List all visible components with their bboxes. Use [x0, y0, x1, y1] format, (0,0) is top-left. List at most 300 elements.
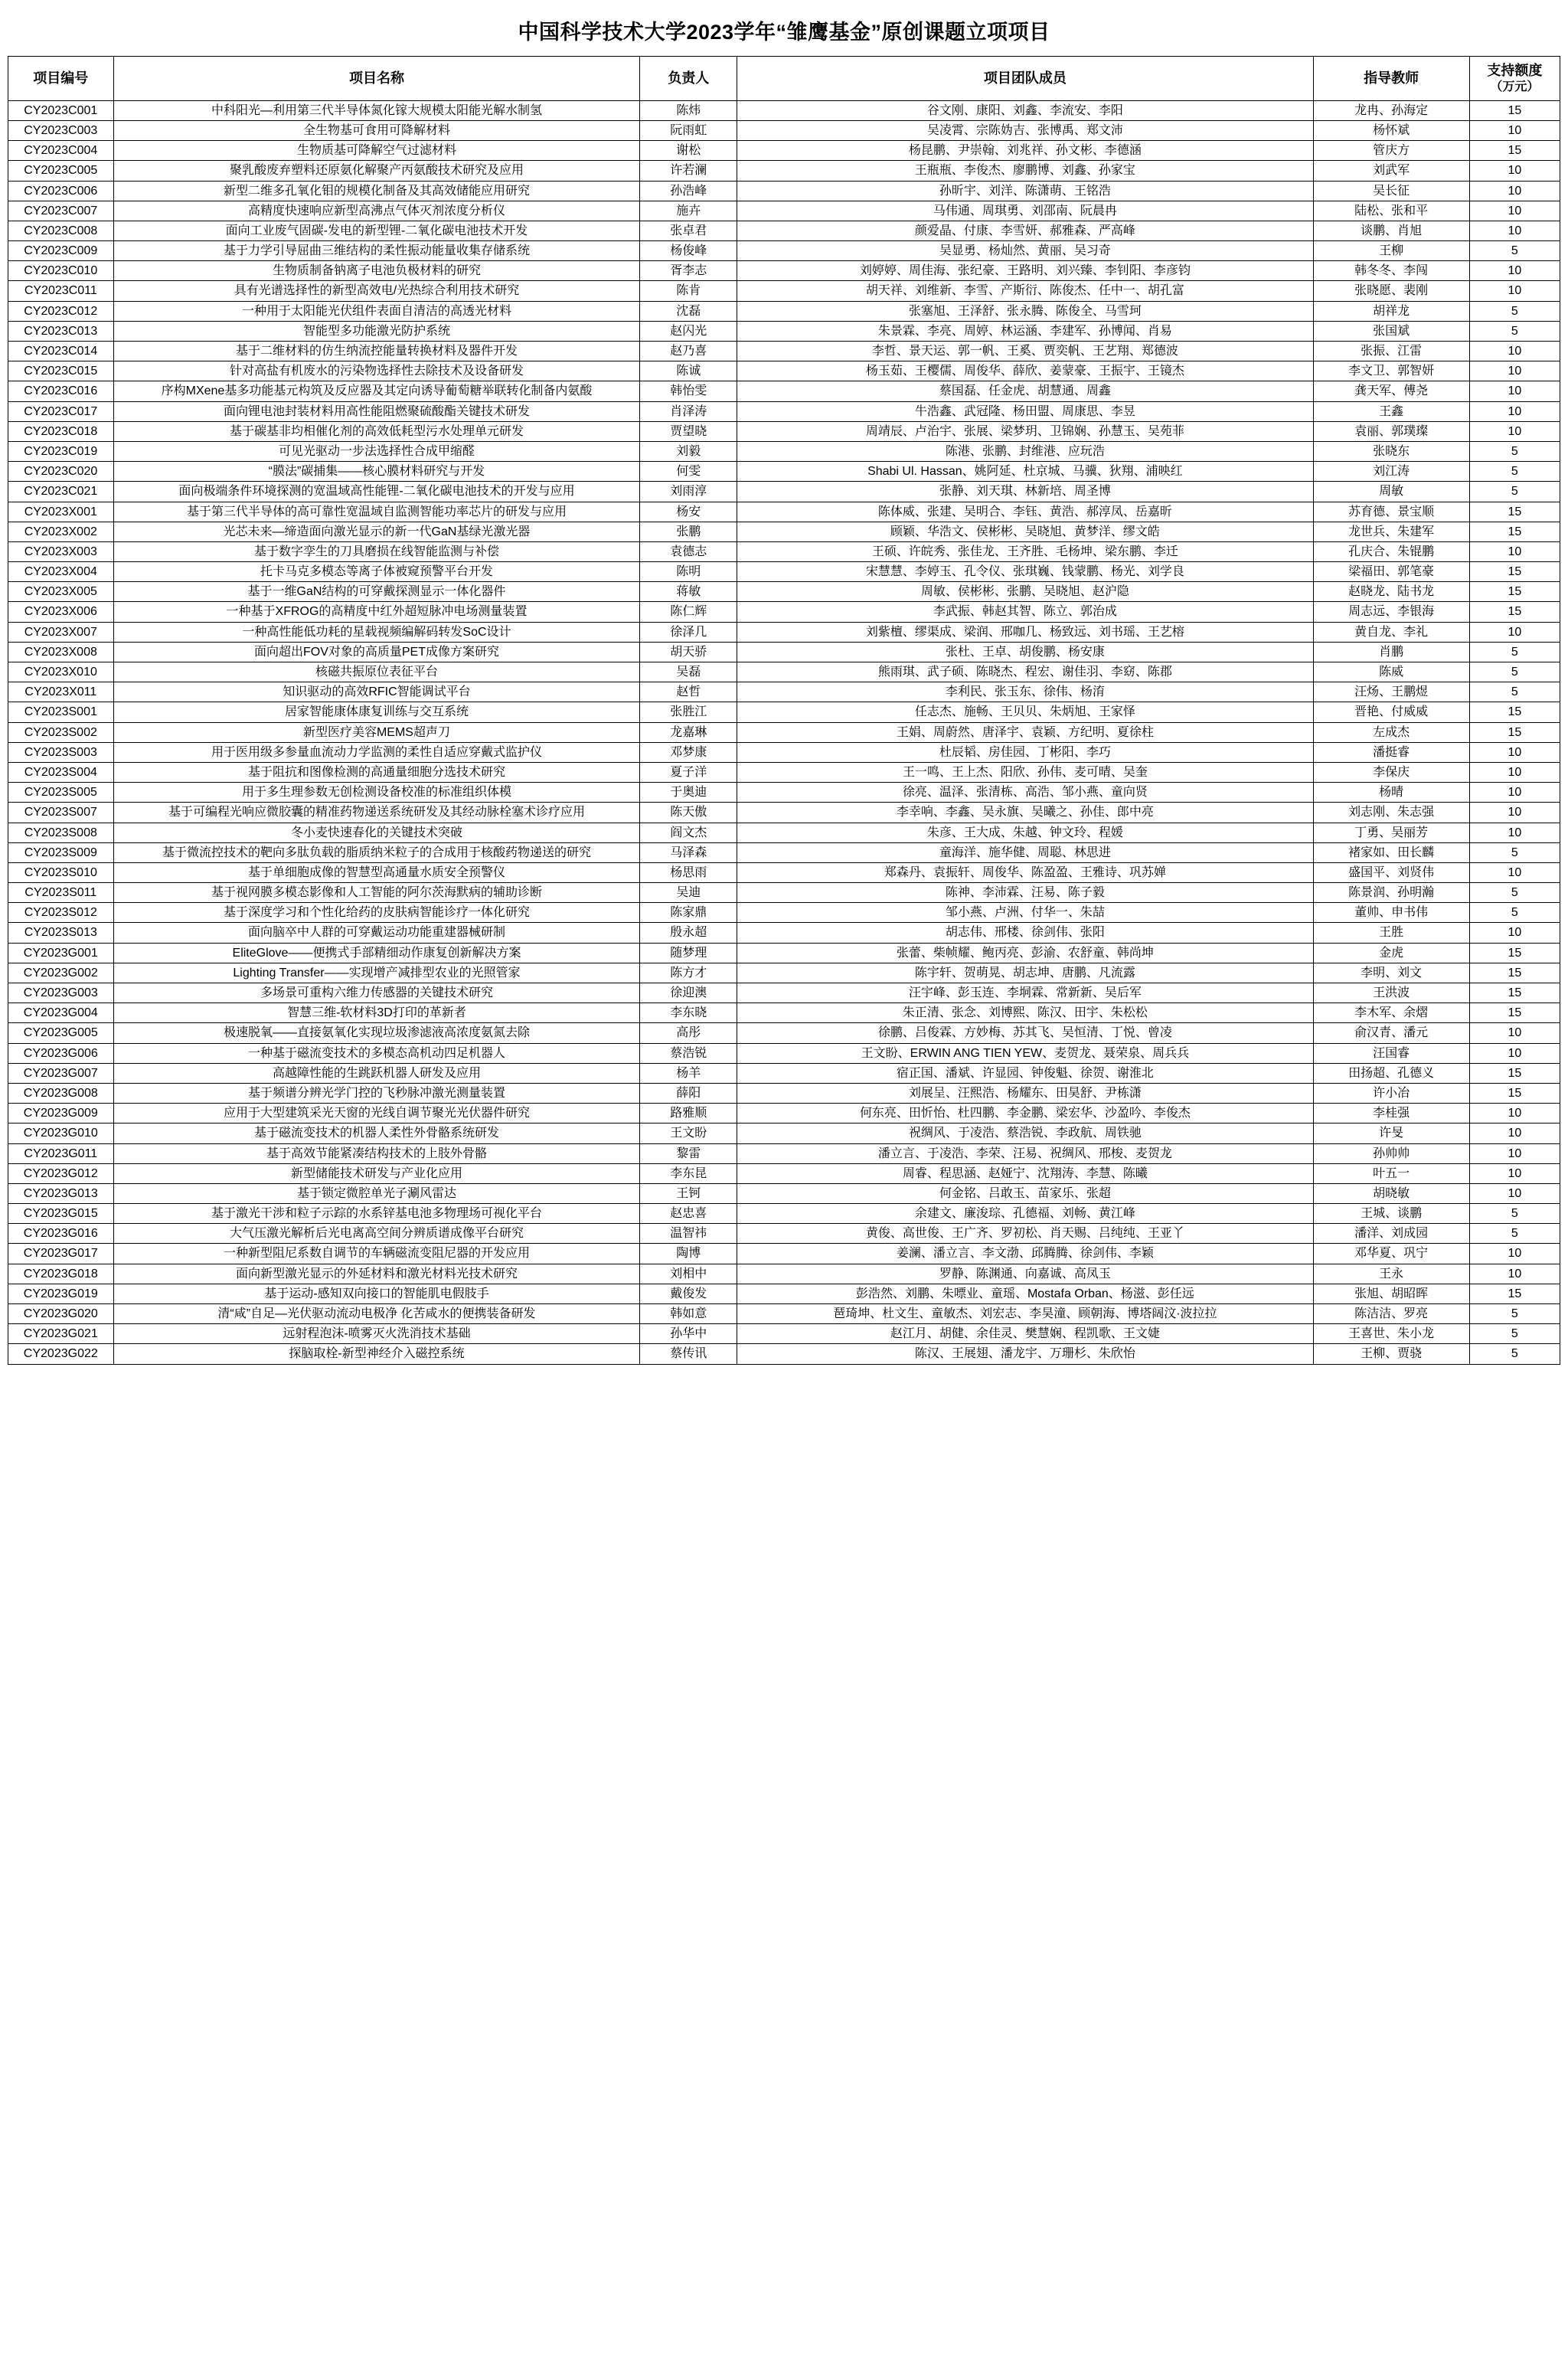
cell-project-name: 针对高盐有机废水的污染物选择性去除技术及设备研发: [113, 361, 640, 381]
table-row: [8, 1083, 1560, 1103]
cell-project-name: 基于高效节能紧凑结构技术的上肢外骨骼: [113, 1143, 640, 1163]
column-header-leader: 负责人: [640, 57, 737, 101]
table-row: [8, 522, 1560, 541]
cell-project-code: CY2023G017: [8, 1244, 114, 1264]
cell-project-name: 智能型多功能激光防护系统: [113, 321, 640, 341]
cell-project-name: 高精度快速响应新型高沸点气体灭剂浓度分析仪: [113, 201, 640, 221]
cell-project-code: CY2023C015: [8, 361, 114, 381]
cell-supervising-teacher: 田扬超、孔德义: [1313, 1063, 1469, 1083]
cell-supervising-teacher: 黄自龙、李礼: [1313, 622, 1469, 642]
column-header-teacher: 指导教师: [1313, 57, 1469, 101]
cell-project-code: CY2023G019: [8, 1284, 114, 1303]
cell-supervising-teacher: 袁丽、郭璞璨: [1313, 421, 1469, 441]
cell-funding-amount: 15: [1469, 522, 1560, 541]
cell-project-name: “膜法”碳捕集——核心膜材料研究与开发: [113, 462, 640, 482]
page-title: 中国科学技术大学2023学年“雏鹰基金”原创课题立项项目: [518, 21, 1050, 44]
cell-project-leader: 黎雷: [640, 1143, 737, 1163]
cell-project-name: 基于视网膜多模态影像和人工智能的阿尔茨海默病的辅助诊断: [113, 883, 640, 903]
cell-funding-amount: 5: [1469, 301, 1560, 321]
table-row: [8, 321, 1560, 341]
cell-project-name: 基于激光干涉和粒子示踪的水系锌基电池多物理场可视化平台: [113, 1204, 640, 1224]
cell-project-members: 张蕾、柴帧耀、鲍丙亮、彭渝、农舒童、韩尚坤: [737, 943, 1313, 963]
cell-funding-amount: 15: [1469, 963, 1560, 983]
cell-project-members: 陈体威、张建、吴明合、李钰、黄浩、郝淳凤、岳嘉昕: [737, 502, 1313, 522]
cell-supervising-teacher: 刘江涛: [1313, 462, 1469, 482]
cell-funding-amount: 5: [1469, 662, 1560, 682]
cell-supervising-teacher: 晋艳、付威威: [1313, 702, 1469, 722]
cell-project-members: 杜辰韬、房佳园、丁彬阳、李巧: [737, 742, 1313, 762]
cell-supervising-teacher: 刘志刚、朱志强: [1313, 803, 1469, 823]
cell-project-leader: 吴磊: [640, 662, 737, 682]
cell-project-code: CY2023X002: [8, 522, 114, 541]
cell-funding-amount: 10: [1469, 742, 1560, 762]
cell-project-name: 冬小麦快速春化的关键技术突破: [113, 823, 640, 842]
cell-project-leader: 刘毅: [640, 441, 737, 461]
cell-project-code: CY2023C012: [8, 301, 114, 321]
cell-funding-amount: 5: [1469, 1324, 1560, 1344]
cell-project-name: 基于深度学习和个性化给药的皮肤病智能诊疗一体化研究: [113, 903, 640, 923]
cell-supervising-teacher: 胡祥龙: [1313, 301, 1469, 321]
cell-project-name: 居家智能康体康复训练与交互系统: [113, 702, 640, 722]
cell-supervising-teacher: 陈洁洁、罗亮: [1313, 1304, 1469, 1324]
table-row: [8, 241, 1560, 261]
cell-project-leader: 陈明: [640, 562, 737, 582]
cell-supervising-teacher: 丁勇、吴丽芳: [1313, 823, 1469, 842]
cell-funding-amount: 10: [1469, 361, 1560, 381]
cell-supervising-teacher: 许旻: [1313, 1124, 1469, 1143]
cell-funding-amount: 10: [1469, 261, 1560, 281]
cell-project-members: 徐亮、温泽、张清栋、高浩、邹小燕、童向贤: [737, 783, 1313, 803]
table-row: [8, 682, 1560, 702]
cell-project-members: 徐鹏、吕俊霖、方妙梅、苏其飞、吴恒清、丁悦、曾凌: [737, 1023, 1313, 1043]
table-row: [8, 1104, 1560, 1124]
cell-project-leader: 孙华中: [640, 1324, 737, 1344]
cell-supervising-teacher: 李文卫、郭智妍: [1313, 361, 1469, 381]
cell-project-name: 基于微流控技术的靶向多肽负载的脂质纳米粒子的合成用于核酸药物递送的研究: [113, 842, 640, 862]
cell-project-name: 一种基于XFROG的高精度中红外超短脉冲电场测量装置: [113, 602, 640, 622]
table-row: [8, 482, 1560, 502]
table-row: [8, 1124, 1560, 1143]
cell-project-leader: 路雅顺: [640, 1104, 737, 1124]
table-row: [8, 1163, 1560, 1183]
table-row: [8, 1304, 1560, 1324]
cell-supervising-teacher: 张晓东: [1313, 441, 1469, 461]
cell-project-name: 基于可编程光响应微胶囊的精准药物递送系统研发及其经动脉栓塞术诊疗应用: [113, 803, 640, 823]
cell-project-name: 基于锁定微腔单光子涮风雷达: [113, 1183, 640, 1203]
cell-supervising-teacher: 汪炀、王鹏煜: [1313, 682, 1469, 702]
cell-project-leader: 沈磊: [640, 301, 737, 321]
cell-project-code: CY2023G007: [8, 1063, 114, 1083]
cell-project-leader: 赵闪光: [640, 321, 737, 341]
cell-project-leader: 袁德志: [640, 541, 737, 561]
cell-project-name: 基于运动-感知双向接口的智能肌电假肢手: [113, 1284, 640, 1303]
cell-supervising-teacher: 李明、刘文: [1313, 963, 1469, 983]
cell-project-leader: 徐泽几: [640, 622, 737, 642]
cell-project-members: 吴凌霄、宗陈妫吉、张博禹、郑文沛: [737, 120, 1313, 140]
cell-project-code: CY2023G015: [8, 1204, 114, 1224]
table-row: [8, 883, 1560, 903]
cell-supervising-teacher: 周敏: [1313, 482, 1469, 502]
cell-supervising-teacher: 王柳、贾骁: [1313, 1344, 1469, 1364]
cell-project-code: CY2023S010: [8, 862, 114, 882]
cell-project-name: 面向极端条件环境探测的宽温域高性能锂-二氧化碳电池技术的开发与应用: [113, 482, 640, 502]
cell-funding-amount: 10: [1469, 1183, 1560, 1203]
table-row: [8, 441, 1560, 461]
cell-supervising-teacher: 陈景润、孙明瀚: [1313, 883, 1469, 903]
cell-funding-amount: 10: [1469, 762, 1560, 782]
cell-project-leader: 蔡传讯: [640, 1344, 737, 1364]
cell-project-name: 探脑取栓-新型神经介入磁控系统: [113, 1344, 640, 1364]
table-row: [8, 943, 1560, 963]
cell-project-leader: 王钶: [640, 1183, 737, 1203]
table-row: [8, 541, 1560, 561]
table-row: [8, 401, 1560, 421]
cell-funding-amount: 10: [1469, 803, 1560, 823]
cell-project-name: 基于一维GaN结构的可穿戴探测显示一体化器件: [113, 582, 640, 602]
cell-project-code: CY2023X010: [8, 662, 114, 682]
cell-funding-amount: 15: [1469, 702, 1560, 722]
cell-supervising-teacher: 王城、谈鹏: [1313, 1204, 1469, 1224]
cell-project-members: 罗静、陈渊通、向嘉诚、高凤玉: [737, 1264, 1313, 1284]
cell-funding-amount: 10: [1469, 161, 1560, 181]
cell-project-code: CY2023C019: [8, 441, 114, 461]
table-row: [8, 842, 1560, 862]
cell-funding-amount: 5: [1469, 321, 1560, 341]
cell-supervising-teacher: 周志远、李银海: [1313, 602, 1469, 622]
cell-funding-amount: 15: [1469, 582, 1560, 602]
cell-project-members: 陈神、李沛霖、汪易、陈子毅: [737, 883, 1313, 903]
cell-project-members: 李武振、韩赵其智、陈立、郭治成: [737, 602, 1313, 622]
cell-project-members: 黄俊、高世俊、王广齐、罗初松、肖天赐、吕纯纯、王亚丫: [737, 1224, 1313, 1244]
cell-supervising-teacher: 韩冬冬、李闯: [1313, 261, 1469, 281]
cell-project-name: 一种用于太阳能光伏组件表面自清洁的高透光材料: [113, 301, 640, 321]
cell-project-name: 一种高性能低功耗的星载视频编解码转发SoC设计: [113, 622, 640, 642]
cell-funding-amount: 5: [1469, 462, 1560, 482]
cell-project-code: CY2023C018: [8, 421, 114, 441]
cell-supervising-teacher: 苏育德、景宝顺: [1313, 502, 1469, 522]
cell-project-name: 全生物基可食用可降解材料: [113, 120, 640, 140]
cell-funding-amount: 5: [1469, 903, 1560, 923]
cell-project-name: 基于碳基非均相催化剂的高效低耗型污水处理单元研发: [113, 421, 640, 441]
cell-project-leader: 赵忠喜: [640, 1204, 737, 1224]
cell-project-members: 李哲、景天运、郭一帆、王奚、贾奕帆、王艺翔、郑德波: [737, 342, 1313, 361]
cell-project-name: 清“咸”自足—光伏驱动流动电极净 化苦咸水的便携装备研发: [113, 1304, 640, 1324]
table-row: [8, 1063, 1560, 1083]
cell-supervising-teacher: 刘武军: [1313, 161, 1469, 181]
cell-project-name: 中科阳光—利用第三代半导体氮化镓大规模太阳能光解水制氢: [113, 100, 640, 120]
table-row: [8, 100, 1560, 120]
cell-project-members: 琶琦坤、杜文生、童敏杰、刘宏志、李昊潼、顾朝海、博塔阔汶·波拉拉: [737, 1304, 1313, 1324]
cell-supervising-teacher: 龙冉、孙海定: [1313, 100, 1469, 120]
cell-project-members: 刘紫檀、缪渠成、梁润、邢咖几、杨致远、刘书瑶、王艺榕: [737, 622, 1313, 642]
cell-project-code: CY2023S013: [8, 923, 114, 943]
cell-project-code: CY2023C014: [8, 342, 114, 361]
cell-project-code: CY2023S011: [8, 883, 114, 903]
table-row: [8, 1143, 1560, 1163]
cell-project-code: CY2023C021: [8, 482, 114, 502]
cell-project-code: CY2023G006: [8, 1043, 114, 1063]
table-header-row: [8, 57, 1560, 101]
cell-funding-amount: 5: [1469, 482, 1560, 502]
cell-supervising-teacher: 张振、江雷: [1313, 342, 1469, 361]
cell-supervising-teacher: 张国斌: [1313, 321, 1469, 341]
cell-project-members: 任志杰、施畅、王贝贝、朱炳旭、王家怿: [737, 702, 1313, 722]
table-row: [8, 622, 1560, 642]
cell-funding-amount: 15: [1469, 722, 1560, 742]
cell-project-code: CY2023C010: [8, 261, 114, 281]
cell-project-members: 李利民、张玉东、徐伟、杨淯: [737, 682, 1313, 702]
cell-project-members: 刘婷婷、周佳海、张纪豪、王路明、刘兴臻、李钊阳、李彦钧: [737, 261, 1313, 281]
cell-project-leader: 蒋敏: [640, 582, 737, 602]
table-row: [8, 1023, 1560, 1043]
cell-supervising-teacher: 王洪波: [1313, 983, 1469, 1003]
cell-project-members: 周睿、程思涵、赵娅宁、沈翔涛、李慧、陈曦: [737, 1163, 1313, 1183]
cell-project-leader: 谢松: [640, 141, 737, 161]
cell-project-name: 极速脱氧——直接氨氧化实现垃圾渗滤液高浓度氨氮去除: [113, 1023, 640, 1043]
cell-supervising-teacher: 潘挺睿: [1313, 742, 1469, 762]
cell-funding-amount: 10: [1469, 221, 1560, 240]
cell-project-members: 余建文、廉浚琮、孔德福、刘畅、黄江峰: [737, 1204, 1313, 1224]
cell-project-name: 智慧三维-软材料3D打印的革新者: [113, 1003, 640, 1023]
table-row: [8, 762, 1560, 782]
cell-project-leader: 邓梦康: [640, 742, 737, 762]
table-row: [8, 803, 1560, 823]
cell-supervising-teacher: 金虎: [1313, 943, 1469, 963]
table-row: [8, 963, 1560, 983]
table-body: [8, 100, 1560, 1364]
cell-funding-amount: 10: [1469, 541, 1560, 561]
cell-project-code: CY2023G011: [8, 1143, 114, 1163]
cell-project-code: CY2023X007: [8, 622, 114, 642]
cell-project-code: CY2023C016: [8, 381, 114, 401]
cell-funding-amount: 5: [1469, 1344, 1560, 1364]
cell-project-members: 周靖辰、卢治宇、张展、梁梦玥、卫锦娴、孙慧玉、吴苑菲: [737, 421, 1313, 441]
cell-supervising-teacher: 褚家如、田长麟: [1313, 842, 1469, 862]
cell-project-code: CY2023C013: [8, 321, 114, 341]
cell-project-code: CY2023G004: [8, 1003, 114, 1023]
cell-project-code: CY2023G016: [8, 1224, 114, 1244]
table-row: [8, 823, 1560, 842]
table-row: [8, 120, 1560, 140]
cell-project-code: CY2023G018: [8, 1264, 114, 1284]
table-row: [8, 642, 1560, 662]
cell-project-members: 何金铭、吕敢玉、苗家乐、张超: [737, 1183, 1313, 1203]
cell-supervising-teacher: 叶五一: [1313, 1163, 1469, 1183]
cell-project-code: CY2023X008: [8, 642, 114, 662]
cell-funding-amount: 15: [1469, 983, 1560, 1003]
cell-funding-amount: 5: [1469, 682, 1560, 702]
cell-supervising-teacher: 许小冶: [1313, 1083, 1469, 1103]
cell-project-leader: 许若澜: [640, 161, 737, 181]
cell-project-name: 用于医用级多参量血流动力学监测的柔性自适应穿戴式监护仪: [113, 742, 640, 762]
cell-project-members: 朱正清、张念、刘博熙、陈汉、田宇、朱松松: [737, 1003, 1313, 1023]
cell-funding-amount: 10: [1469, 421, 1560, 441]
cell-funding-amount: 10: [1469, 1163, 1560, 1183]
column-header-members: 项目团队成员: [737, 57, 1313, 101]
cell-project-code: CY2023C001: [8, 100, 114, 120]
cell-funding-amount: 15: [1469, 562, 1560, 582]
cell-project-leader: 刘相中: [640, 1264, 737, 1284]
cell-funding-amount: 10: [1469, 1244, 1560, 1264]
cell-funding-amount: 5: [1469, 1204, 1560, 1224]
column-header-name: 项目名称: [113, 57, 640, 101]
cell-project-members: 吴显勇、杨灿然、黄丽、吴习奇: [737, 241, 1313, 261]
table-row: [8, 602, 1560, 622]
cell-project-leader: 赵哲: [640, 682, 737, 702]
cell-supervising-teacher: 孙帅帅: [1313, 1143, 1469, 1163]
cell-project-name: 应用于大型建筑采光天窗的光线自调节聚光光伏器件研究: [113, 1104, 640, 1124]
cell-project-code: CY2023C009: [8, 241, 114, 261]
column-header-amount: [1469, 57, 1560, 101]
table-row: [8, 502, 1560, 522]
cell-funding-amount: 5: [1469, 883, 1560, 903]
table-row: [8, 221, 1560, 240]
cell-supervising-teacher: 龙世兵、朱建军: [1313, 522, 1469, 541]
cell-funding-amount: 5: [1469, 241, 1560, 261]
cell-project-members: 王瓶瓶、李俊杰、廖鹏博、刘鑫、孙家宝: [737, 161, 1313, 181]
cell-supervising-teacher: 谈鹏、肖旭: [1313, 221, 1469, 240]
cell-project-leader: 张鹏: [640, 522, 737, 541]
cell-project-members: 童海洋、施华健、周聪、林思进: [737, 842, 1313, 862]
cell-project-leader: 杨俊峰: [640, 241, 737, 261]
cell-project-code: CY2023C005: [8, 161, 114, 181]
cell-supervising-teacher: 邓华夏、巩宁: [1313, 1244, 1469, 1264]
cell-project-leader: 陈炜: [640, 100, 737, 120]
cell-project-code: CY2023G012: [8, 1163, 114, 1183]
cell-project-leader: 贾望晓: [640, 421, 737, 441]
cell-project-code: CY2023G005: [8, 1023, 114, 1043]
table-row: [8, 421, 1560, 441]
cell-project-code: CY2023C004: [8, 141, 114, 161]
cell-project-code: CY2023C011: [8, 281, 114, 301]
cell-project-members: 张静、刘天琪、林新培、周圣博: [737, 482, 1313, 502]
cell-funding-amount: 15: [1469, 1083, 1560, 1103]
cell-funding-amount: 15: [1469, 1063, 1560, 1083]
table-row: [8, 923, 1560, 943]
cell-project-members: 熊雨琪、武子硕、陈晓杰、程宏、谢佳羽、李窈、陈郡: [737, 662, 1313, 682]
cell-project-leader: 于奥迪: [640, 783, 737, 803]
table-row: [8, 141, 1560, 161]
cell-funding-amount: 10: [1469, 1023, 1560, 1043]
cell-funding-amount: 10: [1469, 622, 1560, 642]
cell-supervising-teacher: 胡晓敏: [1313, 1183, 1469, 1203]
cell-funding-amount: 5: [1469, 642, 1560, 662]
cell-project-members: 宿正国、潘斌、许显园、钟俊魁、徐贺、谢淮北: [737, 1063, 1313, 1083]
cell-project-members: 姜澜、潘立言、李文渤、邱腾腾、徐剑伟、李颖: [737, 1244, 1313, 1264]
cell-supervising-teacher: 王鑫: [1313, 401, 1469, 421]
cell-supervising-teacher: 汪国睿: [1313, 1043, 1469, 1063]
cell-funding-amount: 10: [1469, 823, 1560, 842]
cell-project-members: 胡天祥、刘维新、李雪、产斯衍、陈俊杰、任中一、胡孔富: [737, 281, 1313, 301]
cell-project-name: EliteGlove——便携式手部精细动作康复创新解决方案: [113, 943, 640, 963]
cell-project-name: 生物质制备钠离子电池负极材料的研究: [113, 261, 640, 281]
table-row: [8, 702, 1560, 722]
table-row: [8, 342, 1560, 361]
cell-project-leader: 陶博: [640, 1244, 737, 1264]
cell-project-members: 赵江月、胡健、余佳灵、樊慧娴、程凯歌、王文婕: [737, 1324, 1313, 1344]
cell-project-leader: 陈家鼎: [640, 903, 737, 923]
cell-funding-amount: 10: [1469, 381, 1560, 401]
table-row: [8, 281, 1560, 301]
cell-project-members: 蔡国磊、任金虎、胡慧通、周鑫: [737, 381, 1313, 401]
cell-project-leader: 温智祎: [640, 1224, 737, 1244]
cell-funding-amount: 15: [1469, 602, 1560, 622]
cell-project-code: CY2023G013: [8, 1183, 114, 1203]
cell-project-leader: 龙嘉琳: [640, 722, 737, 742]
cell-project-name: 聚乳酸废弃塑料还原氨化解聚产丙氨酸技术研究及应用: [113, 161, 640, 181]
cell-project-leader: 施卉: [640, 201, 737, 221]
cell-funding-amount: 10: [1469, 783, 1560, 803]
table-row: [8, 783, 1560, 803]
cell-project-code: CY2023X011: [8, 682, 114, 702]
cell-supervising-teacher: 王永: [1313, 1264, 1469, 1284]
table-row: [8, 301, 1560, 321]
cell-project-name: 一种基于磁流变技术的多模态高机动四足机器人: [113, 1043, 640, 1063]
cell-supervising-teacher: 赵晓龙、陆书龙: [1313, 582, 1469, 602]
cell-project-name: 核磁共振原位表征平台: [113, 662, 640, 682]
cell-project-name: 高越障性能的生跳跃机器人研发及应用: [113, 1063, 640, 1083]
cell-project-members: 王一鸣、王上杰、阳欣、孙伟、麦可晴、吴奎: [737, 762, 1313, 782]
cell-project-leader: 阮雨虹: [640, 120, 737, 140]
cell-project-members: 马伟通、周琪勇、刘邵南、阮晨冉: [737, 201, 1313, 221]
cell-project-members: 汪宇峰、彭玉连、李垌霖、常新新、吴后军: [737, 983, 1313, 1003]
cell-project-code: CY2023G020: [8, 1304, 114, 1324]
cell-supervising-teacher: 董帅、申书伟: [1313, 903, 1469, 923]
cell-project-name: 面向脑卒中人群的可穿戴运动功能重建器械研制: [113, 923, 640, 943]
column-header-code: 项目编号: [8, 57, 114, 101]
cell-supervising-teacher: 吴长征: [1313, 181, 1469, 201]
cell-project-leader: 随梦理: [640, 943, 737, 963]
cell-supervising-teacher: 李木军、余熠: [1313, 1003, 1469, 1023]
cell-project-leader: 赵乃喜: [640, 342, 737, 361]
cell-supervising-teacher: 潘洋、刘成园: [1313, 1224, 1469, 1244]
cell-project-name: Lighting Transfer——实现增产减排型农业的光照管家: [113, 963, 640, 983]
cell-project-leader: 李东昆: [640, 1163, 737, 1183]
cell-project-members: 颜爱晶、付康、李雪妍、郝雅森、严高峰: [737, 221, 1313, 240]
cell-project-leader: 陈仁辉: [640, 602, 737, 622]
cell-project-members: 杨昆鹏、尹崇翰、刘兆祥、孙文彬、李德涵: [737, 141, 1313, 161]
cell-project-leader: 徐迎澳: [640, 983, 737, 1003]
cell-funding-amount: 10: [1469, 401, 1560, 421]
cell-supervising-teacher: 李桂强: [1313, 1104, 1469, 1124]
cell-supervising-teacher: 左成杰: [1313, 722, 1469, 742]
table-row: [8, 1003, 1560, 1023]
cell-project-leader: 何雯: [640, 462, 737, 482]
cell-project-name: 远射程泡沫-喷雾灭火洗消技术基础: [113, 1324, 640, 1344]
cell-project-leader: 陈天傲: [640, 803, 737, 823]
cell-project-name: 面向锂电池封装材料用高性能阻燃聚硫酸酯关键技术研发: [113, 401, 640, 421]
table-row: [8, 201, 1560, 221]
cell-project-leader: 杨羊: [640, 1063, 737, 1083]
cell-supervising-teacher: 张晓愿、裴刚: [1313, 281, 1469, 301]
table-row: [8, 562, 1560, 582]
cell-project-leader: 陈诚: [640, 361, 737, 381]
cell-project-name: 面向超出FOV对象的高质量PET成像方案研究: [113, 642, 640, 662]
cell-project-members: 朱彦、王大成、朱越、钟文玲、程媛: [737, 823, 1313, 842]
cell-supervising-teacher: 李保庆: [1313, 762, 1469, 782]
cell-project-name: 基于二维材料的仿生纳流控能量转换材料及器件开发: [113, 342, 640, 361]
cell-supervising-teacher: 龚天军、傅尧: [1313, 381, 1469, 401]
table-row: [8, 1224, 1560, 1244]
cell-project-code: CY2023G022: [8, 1344, 114, 1364]
cell-project-name: 生物质基可降解空气过滤材料: [113, 141, 640, 161]
cell-funding-amount: 5: [1469, 842, 1560, 862]
cell-project-code: CY2023G003: [8, 983, 114, 1003]
cell-project-leader: 夏子洋: [640, 762, 737, 782]
cell-project-code: CY2023X005: [8, 582, 114, 602]
cell-funding-amount: 10: [1469, 1104, 1560, 1124]
cell-project-code: CY2023X006: [8, 602, 114, 622]
